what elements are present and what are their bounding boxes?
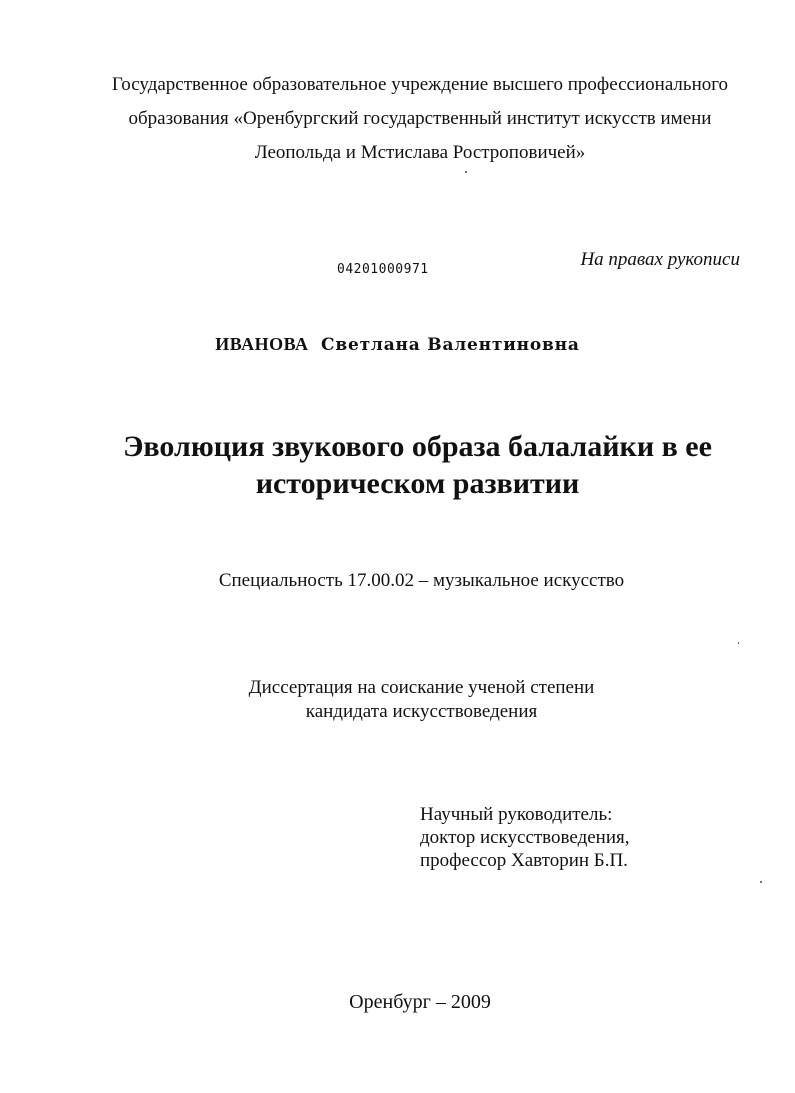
archive-number: 04201000971: [337, 262, 429, 277]
institution-line-1: Государственное образовательное учреждение высшего профессионального: [111, 74, 729, 95]
author-surname: ИВАНОВА: [215, 334, 309, 354]
author-name: [0, 334, 795, 355]
city-year: Оренбург – 2009: [349, 991, 491, 1013]
scan-speck: [738, 642, 739, 644]
dissertation-degree: [0, 676, 795, 724]
title-line-2: историческом развитии: [255, 467, 580, 500]
scientific-supervisor: [420, 803, 630, 872]
institution-line-2: образования «Оренбургский государственный институт искусств имени: [128, 108, 712, 129]
scan-speck: [760, 881, 762, 883]
scan-speck: [465, 171, 467, 173]
supervisor-degree: доктор искусствоведения,: [420, 827, 630, 848]
dissertation-title: [70, 428, 765, 502]
institution-line-3: Леопольда и Мстислава Ростроповичей»: [254, 142, 586, 163]
institution-header: [60, 68, 780, 170]
specialty: Специальность 17.00.02 – музыкальное искусство: [218, 570, 625, 591]
degree-line-2: кандидата искусствоведения: [305, 701, 538, 722]
supervisor-name: профессор Хавторин Б.П.: [420, 850, 628, 871]
author-given-names: Светлана Валентиновна: [321, 335, 580, 355]
title-line-1: Эволюция звукового образа балалайки в ее: [123, 430, 712, 463]
degree-line-1: Диссертация на соискание ученой степени: [248, 677, 595, 698]
supervisor-label: Научный руководитель:: [420, 804, 613, 825]
rights-note: На правах рукописи: [580, 249, 740, 270]
